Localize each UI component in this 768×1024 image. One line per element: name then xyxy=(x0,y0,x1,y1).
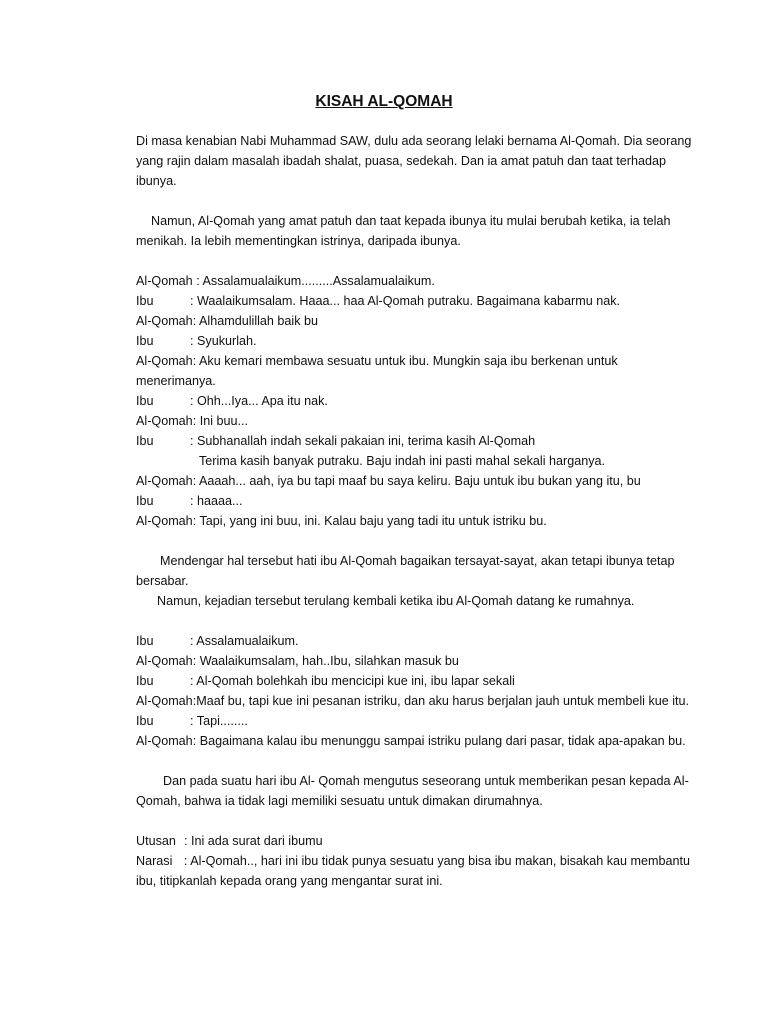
dialog-line xyxy=(136,671,696,691)
dialog-text: : Syukurlah. xyxy=(190,334,257,348)
dialog-line: Al-Qomah: Aku kemari membawa sesuatu untuk ibu. Mungkin saja ibu berkenan untuk menerimanya. xyxy=(136,354,618,388)
dialog-line: Narasi : Al-Qomah.., hari ini ibu tidak punya sesuatu yang bisa ibu makan, bisakah kau membantu ibu, titipkanlah kepada orang yang mengantar surat ini. xyxy=(136,854,691,888)
speaker-label: Ibu xyxy=(136,334,154,348)
dialog-block-1 xyxy=(136,271,696,531)
dialog-text: : Assalamualaikum. xyxy=(190,634,299,648)
document-body xyxy=(136,131,696,891)
speaker-label: Ibu xyxy=(136,674,154,688)
paragraph-3b: Namun, kejadian tersebut terulang kembali ketika ibu Al-Qomah datang ke rumahnya. xyxy=(157,594,635,608)
dialog-block-2 xyxy=(136,631,696,751)
speaker-label: Ibu xyxy=(136,434,154,448)
dialog-line: Al-Qomah: Aaaah... aah, iya bu tapi maaf bu saya keliru. Baju untuk ibu bukan yang itu, bu xyxy=(136,474,641,488)
document-title: KISAH AL-QOMAH xyxy=(315,93,453,110)
speaker-label: Ibu xyxy=(136,294,154,308)
paragraph-2: Namun, Al-Qomah yang amat patuh dan taat kepada ibunya itu mulai berubah ketika, ia telah menikah. Ia lebih mementingkan istrinya, daripada ibunya. xyxy=(136,214,671,248)
dialog-line xyxy=(136,431,696,451)
dialog-line: Al-Qomah: Alhamdulillah baik bu xyxy=(136,314,319,328)
paragraph-4: Dan pada suatu hari ibu Al- Qomah mengutus seseorang untuk memberikan pesan kepada Al-Qomah, bahwa ia tidak lagi memiliki sesuatu untuk dimakan dirumahnya. xyxy=(136,774,689,808)
dialog-line xyxy=(136,631,696,651)
dialog-text: Terima kasih banyak putraku. Baju indah ini pasti mahal sekali harganya. xyxy=(199,454,606,468)
dialog-line xyxy=(136,391,696,411)
dialog-line: Al-Qomah: Tapi, yang ini buu, ini. Kalau baju yang tadi itu untuk istriku bu. xyxy=(136,514,547,528)
dialog-text: : Tapi........ xyxy=(190,714,248,728)
dialog-text: : haaaa... xyxy=(190,494,243,508)
dialog-line: Al-Qomah: Ini buu... xyxy=(136,414,249,428)
dialog-text: : Subhanallah indah sekali pakaian ini, terima kasih Al-Qomah xyxy=(190,434,536,448)
dialog-block-3 xyxy=(136,831,696,891)
dialog-text: : Ohh...Iya... Apa itu nak. xyxy=(190,394,328,408)
dialog-line xyxy=(136,831,696,851)
dialog-line xyxy=(136,331,696,351)
dialog-text: : Ini ada surat dari ibumu xyxy=(184,834,323,848)
speaker-label: Ibu xyxy=(136,394,154,408)
paragraph-3a: Mendengar hal tersebut hati ibu Al-Qomah bagaikan tersayat-sayat, akan tetapi ibunya tetap bersabar. xyxy=(136,554,675,588)
dialog-line: Al-Qomah: Waalaikumsalam, hah..Ibu, silahkan masuk bu xyxy=(136,654,459,668)
dialog-line: Al-Qomah : Assalamualaikum.........Assalamualaikum. xyxy=(136,274,435,288)
dialog-line xyxy=(136,291,696,311)
dialog-line xyxy=(136,711,696,731)
dialog-text: : Al-Qomah bolehkah ibu mencicipi kue ini, ibu lapar sekali xyxy=(190,674,515,688)
speaker-label: Ibu xyxy=(136,634,154,648)
dialog-line: Al-Qomah: Bagaimana kalau ibu menunggu sampai istriku pulang dari pasar, tidak apa-apakan bu. xyxy=(136,734,686,748)
dialog-line xyxy=(136,491,696,511)
speaker-label: Ibu xyxy=(136,494,154,508)
speaker-label: Ibu xyxy=(136,714,154,728)
dialog-continuation xyxy=(136,451,696,471)
speaker-label: Utusan xyxy=(136,834,176,848)
dialog-line: Al-Qomah:Maaf bu, tapi kue ini pesanan istriku, dan aku harus berjalan jauh untuk membeli kue itu. xyxy=(136,694,690,708)
dialog-text: : Waalaikumsalam. Haaa... haa Al-Qomah putraku. Bagaimana kabarmu nak. xyxy=(190,294,621,308)
intro-paragraph: Di masa kenabian Nabi Muhammad SAW, dulu ada seorang lelaki bernama Al-Qomah. Dia seorang yang rajin dalam masalah ibadah shalat, puasa, sedekah. Dan ia amat patuh dan taat terhadap ibunya. xyxy=(136,134,692,188)
